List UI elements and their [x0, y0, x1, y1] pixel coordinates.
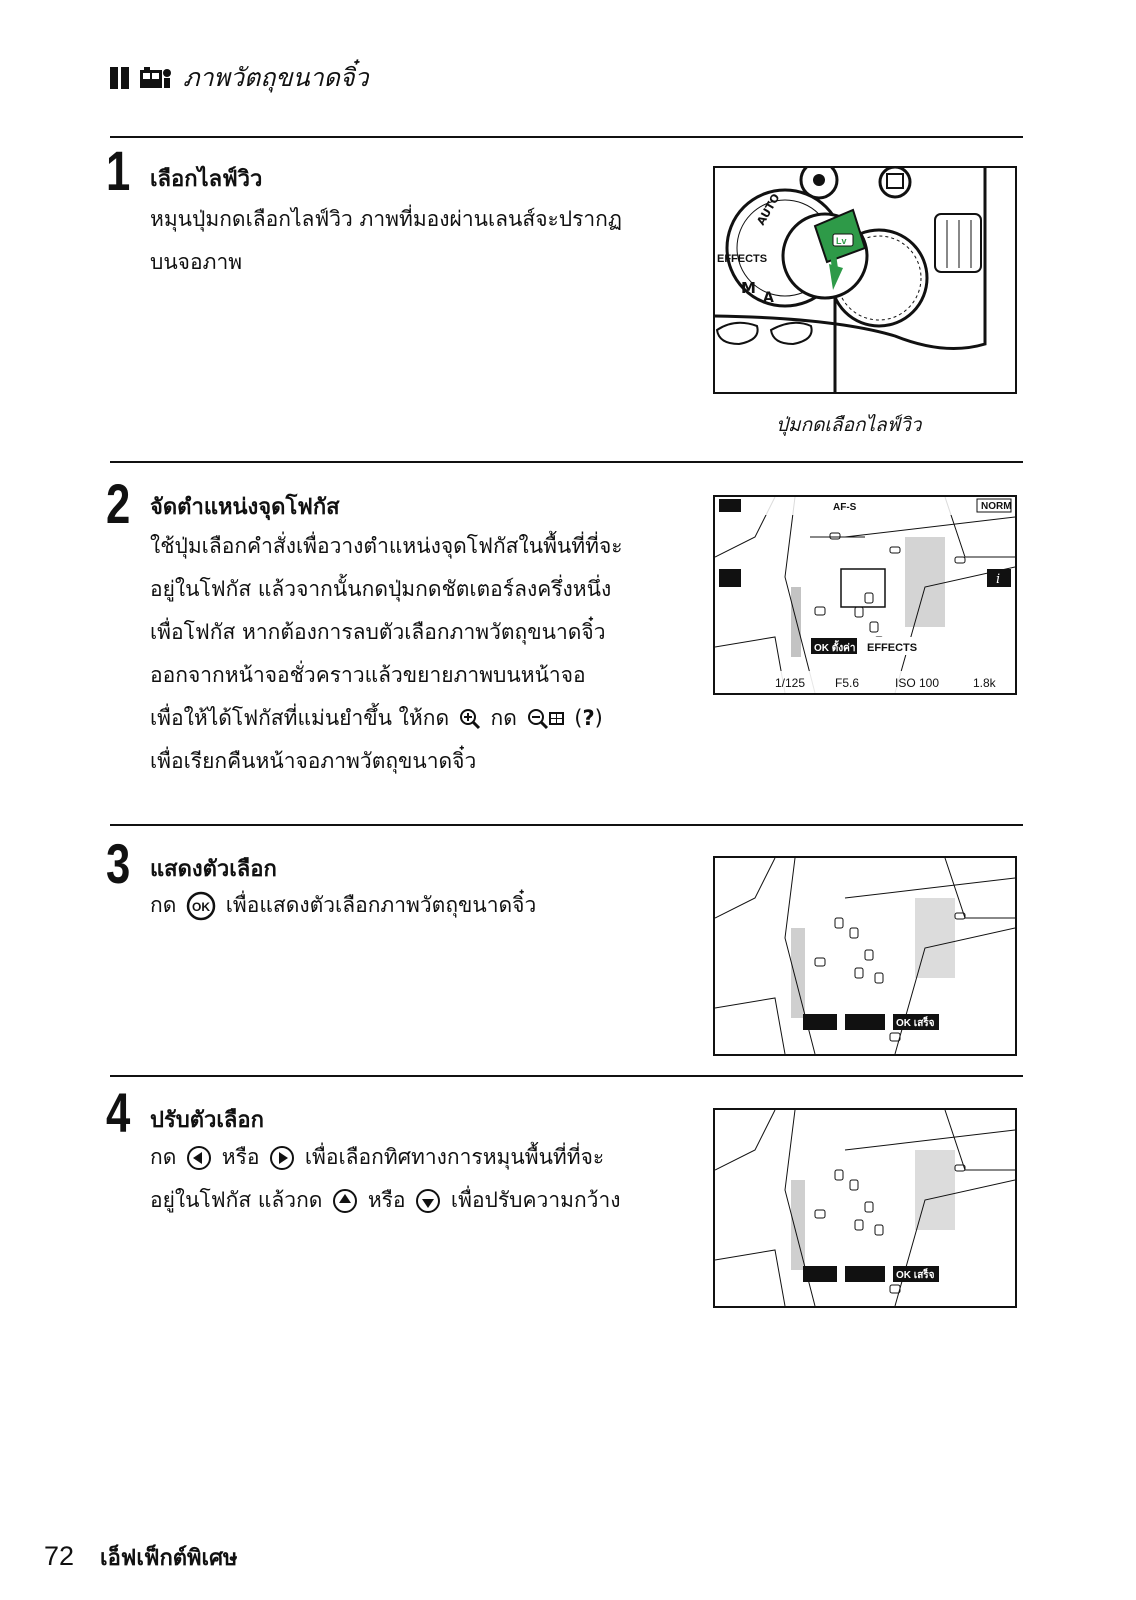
step-body-line: ออกจากหน้าจอชั่วคราวแล้วขยายภาพบนหน้าจอ — [150, 663, 586, 687]
step-body — [150, 525, 690, 783]
step-title: เลือกไลฟ์วิว — [150, 167, 263, 192]
step-body-line: เพื่อเรียกคืนหน้าจอภาพวัตถุขนาดจิ๋ว — [150, 749, 477, 773]
step-body-line: ใช้ปุ่มเลือกคำสั่งเพื่อวางตำแหน่งจุดโฟกัสในพื้นที่ที่จะ — [150, 534, 623, 558]
divider — [110, 136, 1023, 138]
step-body — [150, 198, 690, 284]
figure-caption: ปุ่มกดเลือกไลฟ์วิว — [776, 414, 922, 436]
step-body-line — [150, 884, 690, 927]
step-body-line — [150, 1136, 690, 1179]
effects-label: EFFECTS — [867, 642, 918, 654]
ok-done-label: OK เสร็จ — [896, 1018, 935, 1029]
text: ( — [574, 706, 583, 730]
image-quality: NORM — [981, 501, 1012, 512]
miniature-effect-icon — [139, 64, 173, 92]
divider — [110, 824, 1023, 826]
multi-selector-down-icon — [415, 1188, 441, 1214]
page-header — [110, 58, 369, 98]
step-body-line: หมุนปุ่มกดเลือกไลฟ์วิว ภาพที่มองผ่านเลนส์จะปรากฏ — [150, 207, 622, 231]
text: เพื่อแสดงตัวเลือกภาพวัตถุขนาดจิ๋ว — [225, 893, 537, 917]
step-number: 3 — [106, 832, 131, 895]
live-view-screen-options — [713, 856, 1017, 1056]
multi-selector-right-icon — [269, 1145, 295, 1171]
live-view-switch-illustration — [713, 166, 1017, 394]
ok-done-label: OK เสร็จ — [896, 1270, 935, 1281]
section-name: เอ็ฟเฟ็กต์พิเศษ — [100, 1546, 238, 1571]
help-icon: ? — [582, 706, 595, 730]
step-number: 2 — [106, 472, 131, 535]
mode-dial-auto-label: AUTO — [754, 191, 783, 228]
step-title: แสดงตัวเลือก — [150, 857, 277, 882]
text: หรือ — [367, 1188, 406, 1212]
text: กด — [490, 706, 517, 730]
live-view-screen-focus — [713, 495, 1017, 695]
zoom-out-thumbnail-icon — [527, 708, 565, 730]
ok-button-icon — [186, 891, 216, 921]
shots-remaining: 1.8k — [973, 676, 996, 690]
page-number: 72 — [44, 1541, 75, 1571]
step-body-line: อยู่ในโฟกัส แล้วจากนั้นกดปุ่มกดชัตเตอร์ลงครึ่งหนึ่ง — [150, 577, 612, 601]
shutter-speed: 1/125 — [775, 676, 806, 690]
iso: ISO 100 — [895, 676, 940, 690]
text: ) — [594, 706, 603, 730]
zoom-in-icon — [459, 708, 481, 730]
text: เพื่อปรับความกว้าง — [450, 1188, 621, 1212]
page-footer — [44, 1540, 238, 1575]
multi-selector-up-icon — [332, 1188, 358, 1214]
step-title: จัดตำแหน่งจุดโฟกัส — [150, 495, 340, 520]
live-view-screen-adjust — [713, 1108, 1017, 1308]
step-body-line: เพื่อโฟกัส หากต้องการลบตัวเลือกภาพวัตถุขนาดจิ๋ว — [150, 620, 606, 644]
svg-text:i: i — [996, 572, 1001, 587]
page-title: ภาพวัตถุขนาดจิ๋ว — [183, 63, 369, 92]
ok-set-label: OK ตั้งค่า — [814, 643, 856, 654]
step-body — [150, 884, 690, 927]
multi-selector-left-icon — [186, 1145, 212, 1171]
step-title: ปรับตัวเลือก — [150, 1108, 264, 1133]
ok-icon-label: OK — [192, 900, 211, 914]
text: หรือ — [221, 1145, 260, 1169]
mode-dial-effects-label: EFFECTS — [717, 253, 768, 265]
text: เพื่อเลือกทิศทางการหมุนพื้นที่ที่จะ — [304, 1145, 605, 1169]
section-marker — [110, 67, 129, 89]
divider — [110, 1075, 1023, 1077]
step-body-line — [150, 697, 690, 740]
step-number: 4 — [106, 1081, 131, 1144]
step-body-line: บนจอภาพ — [150, 250, 243, 274]
svg-text:A: A — [763, 290, 774, 306]
text: อยู่ในโฟกัส แล้วกด — [150, 1188, 323, 1212]
aperture: F5.6 — [835, 676, 860, 690]
step-number: 1 — [106, 139, 131, 202]
af-mode: AF-S — [833, 502, 857, 513]
text: กด — [150, 893, 177, 917]
lv-label: Lv — [836, 236, 847, 246]
step-body — [150, 1136, 690, 1222]
step-body-line — [150, 1179, 690, 1222]
svg-text:M: M — [741, 279, 756, 297]
divider — [110, 461, 1023, 463]
text: เพื่อให้ได้โฟกัสที่แม่นยำขึ้น ให้กด — [150, 706, 450, 730]
text: กด — [150, 1145, 177, 1169]
